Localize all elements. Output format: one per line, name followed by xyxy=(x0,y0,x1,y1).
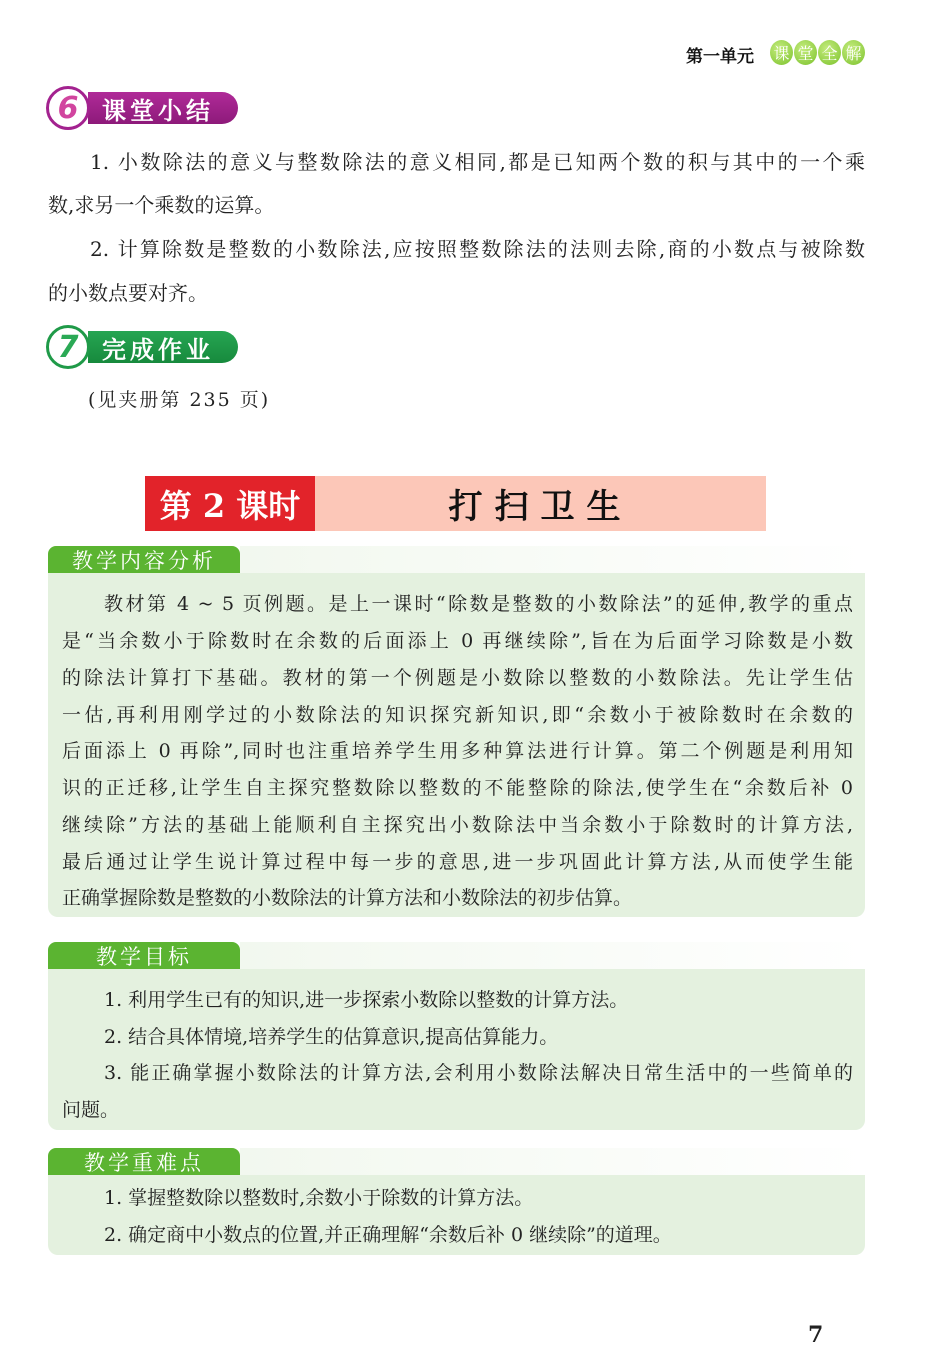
summary-line: 2. 计算除数是整数的小数除法,应按照整数除法的法则去除,商的小数点与被除数 xyxy=(90,237,865,261)
analysis-line: 教材第 4 ~ 5 页例题。是上一课时“除数是整数的小数除法”的延伸,教学的重点 xyxy=(104,593,853,615)
analysis-line: 最后通过让学生说计算过程中每一步的意思,进一步巩固此计算方法,从而使学生能 xyxy=(62,851,853,873)
badge-char: 堂 xyxy=(794,40,817,65)
chapter-badge xyxy=(770,40,865,65)
analysis-line: 识的正迁移,让学生自主探究整数除以整数的不能整除的除法,使学生在“余数后补 0 xyxy=(62,777,853,799)
lesson-banner xyxy=(145,476,766,531)
badge-char: 解 xyxy=(842,40,865,65)
goal-item: 问题。 xyxy=(62,1099,120,1121)
goals-tab: 教学目标 xyxy=(48,942,240,969)
goal-item: 3. 能正确掌握小数除法的计算方法,会利用小数除法解决日常生活中的一些简单的 xyxy=(104,1062,853,1084)
section-number: 6 xyxy=(46,86,90,130)
lesson-number: 第 2 课时 xyxy=(145,476,315,531)
analysis-line: 是“当余数小于除数时在余数的后面添上 0 再继续除”,旨在为后面学习除数是小数 xyxy=(62,630,853,652)
analysis-line: 正确掌握除数是整数的小数除法的计算方法和小数除法的初步估算。 xyxy=(62,887,633,909)
analysis-line: 后面添上 0 再除”,同时也注重培养学生用多种算法进行计算。第二个例题是利用知 xyxy=(62,740,853,762)
keypoints-tab: 教学重难点 xyxy=(48,1148,240,1175)
tab-divider xyxy=(240,1148,865,1175)
goals-box xyxy=(48,969,865,1130)
badge-char: 全 xyxy=(818,40,841,65)
summary-line: 的小数点要对齐。 xyxy=(48,281,208,305)
keypoints-box xyxy=(48,1175,865,1255)
section-6-heading xyxy=(46,86,238,130)
analysis-line: 继续除”方法的基础上能顺利自主探究出小数除法中当余数小于除数时的计算方法, xyxy=(62,814,853,836)
section-title: 完成作业 xyxy=(88,331,238,363)
keypoint-item: 2. 确定商中小数点的位置,并正确理解“余数后补 0 继续除”的道理。 xyxy=(104,1224,672,1246)
section-7-heading xyxy=(46,325,238,369)
unit-label: 第一单元 xyxy=(686,47,754,67)
analysis-tab: 教学内容分析 xyxy=(48,546,240,573)
homework-note: (见夹册第 235 页) xyxy=(88,389,271,411)
analysis-line: 的除法计算打下基础。教材的第一个例题是小数除以整数的小数除法。先让学生估 xyxy=(62,667,853,689)
section-title: 课堂小结 xyxy=(88,92,238,124)
page-number: 7 xyxy=(808,1322,824,1348)
analysis-box xyxy=(48,573,865,917)
tab-divider xyxy=(240,546,865,573)
summary-line: 数,求另一个乘数的运算。 xyxy=(48,193,275,217)
section-number: 7 xyxy=(46,325,90,369)
summary-line: 1. 小数除法的意义与整数除法的意义相同,都是已知两个数的积与其中的一个乘 xyxy=(90,150,865,174)
goal-item: 2. 结合具体情境,培养学生的估算意识,提高估算能力。 xyxy=(104,1026,559,1048)
analysis-line: 一估,再利用刚学过的小数除法的知识探究新知识,即“余数小于被除数时在余数的 xyxy=(62,704,853,726)
badge-char: 课 xyxy=(770,40,793,65)
lesson-title: 打扫卫生 xyxy=(315,476,766,531)
keypoint-item: 1. 掌握整数除以整数时,余数小于除数的计算方法。 xyxy=(104,1187,534,1209)
goal-item: 1. 利用学生已有的知识,进一步探索小数除以整数的计算方法。 xyxy=(104,989,629,1011)
tab-divider xyxy=(240,942,865,969)
